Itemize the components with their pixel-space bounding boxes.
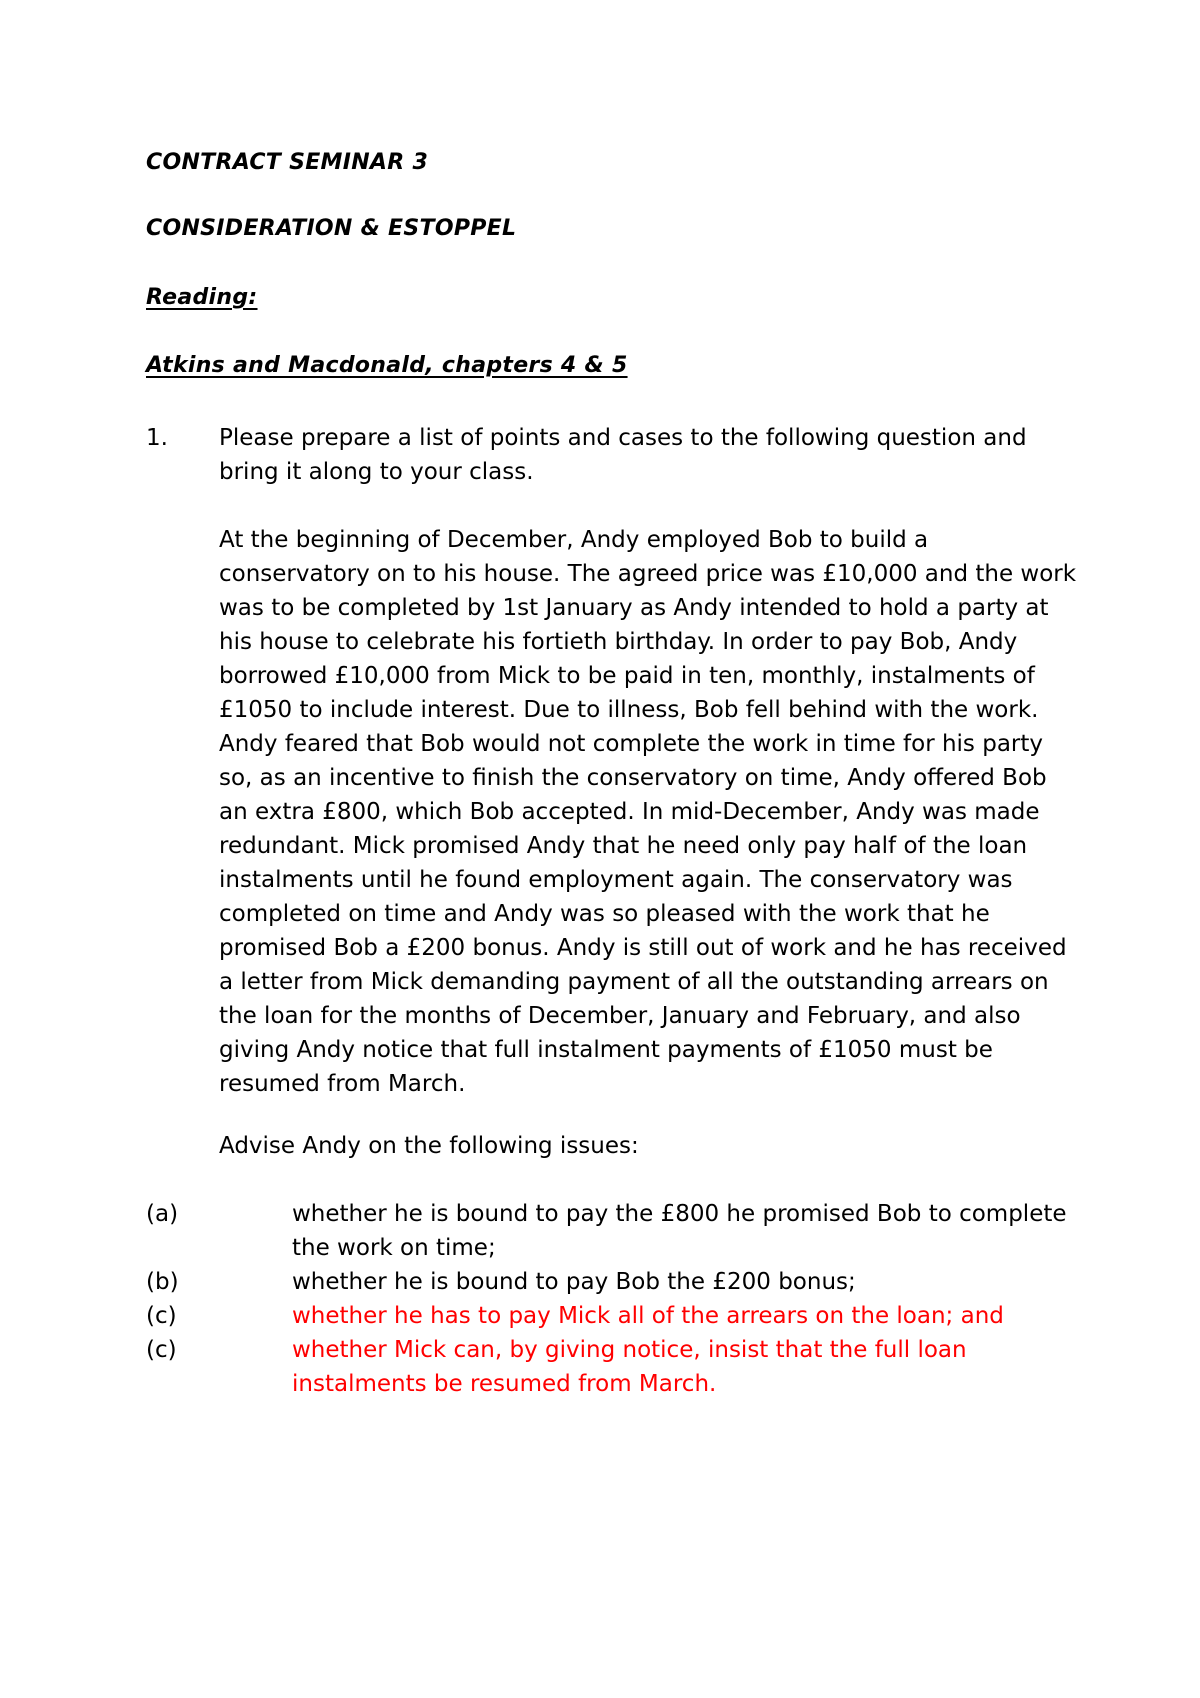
scenario-line: £1050 to include interest. Due to illness, Bob fell behind with the work. xyxy=(219,697,1039,723)
issue-item xyxy=(146,1197,1106,1265)
scenario-line: promised Bob a £200 bonus. Andy is still out of work and he has received xyxy=(219,935,1067,961)
scenario-line: an extra £800, which Bob accepted. In mid-December, Andy was made xyxy=(219,799,1040,825)
issue-line: the work on time; xyxy=(292,1235,496,1261)
question-intro xyxy=(219,421,1079,489)
scenario-line: At the beginning of December, Andy employed Bob to build a xyxy=(219,527,929,553)
scenario-line: borrowed £10,000 from Mick to be paid in ten, monthly, instalments of xyxy=(219,663,1035,689)
issues-list xyxy=(146,1197,1106,1401)
advise-line: Advise Andy on the following issues: xyxy=(219,1133,639,1159)
scenario-line: a letter from Mick demanding payment of all the outstanding arrears on xyxy=(219,969,1049,995)
reading-label: Reading: xyxy=(146,285,258,310)
issue-line: whether he has to pay Mick all of the arrears on the loan; and xyxy=(292,1303,1004,1329)
scenario-line: was to be completed by 1st January as Andy intended to hold a party at xyxy=(219,595,1049,621)
scenario-line: conservatory on to his house. The agreed price was £10,000 and the work xyxy=(219,561,1077,587)
document-subtitle: CONSIDERATION & ESTOPPEL xyxy=(146,216,517,241)
scenario-line: so, as an incentive to finish the conservatory on time, Andy offered Bob xyxy=(219,765,1047,791)
scenario-line: resumed from March. xyxy=(219,1071,466,1097)
intro-line: bring it along to your class. xyxy=(219,459,534,485)
issue-line: instalments be resumed from March. xyxy=(292,1371,717,1397)
document-title: CONTRACT SEMINAR 3 xyxy=(146,150,429,175)
question-scenario xyxy=(219,523,1079,1101)
issue-label: (b) xyxy=(146,1269,179,1295)
issue-line: whether Mick can, by giving notice, insist that the full loan xyxy=(292,1337,967,1363)
scenario-line: his house to celebrate his fortieth birthday. In order to pay Bob, Andy xyxy=(219,629,1018,655)
issue-line: whether he is bound to pay the £800 he promised Bob to complete xyxy=(292,1201,1067,1227)
issue-label: (c) xyxy=(146,1337,177,1363)
scenario-line: giving Andy notice that full instalment payments of £1050 must be xyxy=(219,1037,993,1063)
issue-item xyxy=(146,1265,1106,1299)
issue-text-highlighted xyxy=(292,1333,1106,1401)
intro-line: Please prepare a list of points and cases to the following question and xyxy=(219,425,1027,451)
question-number: 1. xyxy=(146,425,168,451)
scenario-line: redundant. Mick promised Andy that he need only pay half of the loan xyxy=(219,833,1028,859)
issue-label: (c) xyxy=(146,1303,177,1329)
issue-item xyxy=(146,1299,1106,1333)
issue-item xyxy=(146,1333,1106,1401)
issue-label: (a) xyxy=(146,1201,179,1227)
issue-line: whether he is bound to pay Bob the £200 bonus; xyxy=(292,1269,856,1295)
scenario-line: instalments until he found employment again. The conservatory was xyxy=(219,867,1013,893)
scenario-line: completed on time and Andy was so pleased with the work that he xyxy=(219,901,990,927)
scenario-line: the loan for the months of December, January and February, and also xyxy=(219,1003,1021,1029)
scenario-line: Andy feared that Bob would not complete the work in time for his party xyxy=(219,731,1044,757)
issue-text-highlighted xyxy=(292,1299,1106,1333)
reading-reference: Atkins and Macdonald, chapters 4 & 5 xyxy=(146,353,628,378)
